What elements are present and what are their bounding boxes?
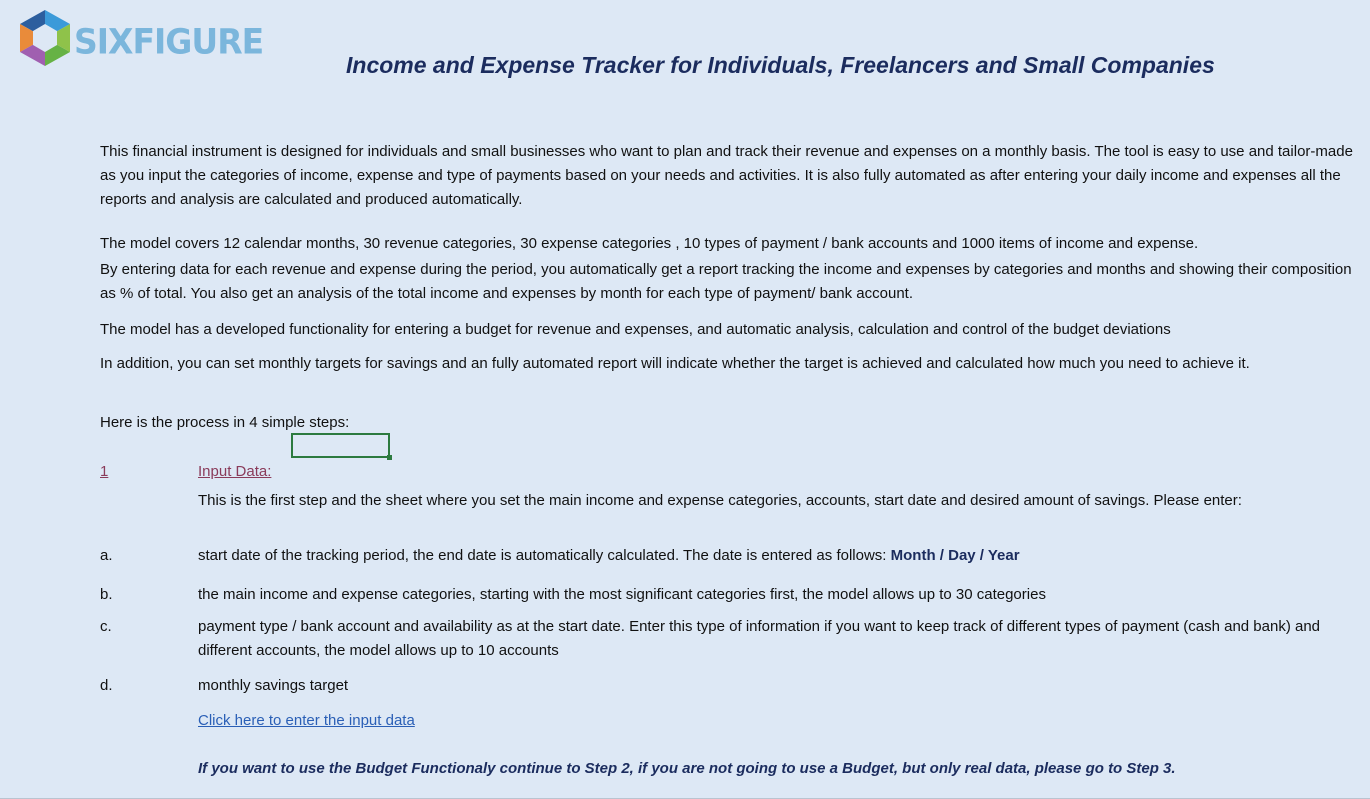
- selected-cell[interactable]: [291, 433, 390, 458]
- savings-paragraph: In addition, you can set monthly targets for savings and an fully automated report will indicate whether the target is achieved and calculated how much you need to achieve it.: [100, 355, 1250, 372]
- item-b-letter: b.: [100, 586, 113, 603]
- item-d-text: monthly savings target: [198, 677, 349, 694]
- item-a-letter: a.: [100, 547, 113, 564]
- item-b-text: the main income and expense categories, starting with the most significant categories first, the model allows up to 30 categories: [198, 586, 1046, 603]
- report-paragraph: By entering data for each revenue and expense during the period, you automatically get a report tracking the income and expenses by categories and months and showing their composition as % of total. You also get an analysis of the total income and expenses by month for each type of payment/ bank account.: [100, 261, 1352, 302]
- coverage-paragraph: The model covers 12 calendar months, 30 revenue categories, 30 expense categories , 10 types of payment / bank accounts and 1000 items of income and expense.: [100, 235, 1199, 252]
- item-a-text: [198, 544, 1363, 568]
- logo-text: SIXFIGURE: [74, 20, 264, 62]
- step-1-number[interactable]: 1: [100, 463, 109, 480]
- step-1-title[interactable]: Input Data:: [198, 463, 272, 480]
- budget-note: If you want to use the Budget Functionaly continue to Step 2, if you are not going to use a Budget, but only real data, please go to Step 3.: [198, 760, 1176, 777]
- budget-paragraph: The model has a developed functionality for entering a budget for revenue and expenses, and automatic analysis, calculation and control of the budget deviations: [100, 321, 1171, 338]
- process-intro: Here is the process in 4 simple steps:: [100, 414, 350, 431]
- item-a-body: start date of the tracking period, the end date is automatically calculated. The date is entered as follows:: [198, 547, 891, 564]
- intro-paragraph: This financial instrument is designed for individuals and small businesses who want to plan and track their revenue and expenses on a monthly basis. The tool is easy to use and tailor-made as you input the categories of income, expense and type of payments based on your needs and activities. It is also fully automated as after entering your daily income and expenses all the reports and analysis are calculated and produced automatically.: [100, 143, 1353, 208]
- item-c-letter: c.: [100, 618, 112, 635]
- item-d-letter: d.: [100, 677, 113, 694]
- item-c-text: payment type / bank account and availability as at the start date. Enter this type of information if you want to keep track of different types of payment (cash and bank) and different accounts, the model allows up to 10 accounts: [198, 618, 1321, 659]
- enter-input-data-link[interactable]: Click here to enter the input data: [198, 712, 415, 729]
- step-1-description: This is the first step and the sheet where you set the main income and expense categories, accounts, start date and desired amount of savings. Please enter:: [198, 492, 1242, 509]
- hexagon-logo-icon: [14, 8, 76, 74]
- sixfigure-logo: [14, 6, 263, 76]
- page-title: Income and Expense Tracker for Individuals, Freelancers and Small Companies: [346, 52, 1215, 78]
- date-format: Month / Day / Year: [890, 547, 1020, 564]
